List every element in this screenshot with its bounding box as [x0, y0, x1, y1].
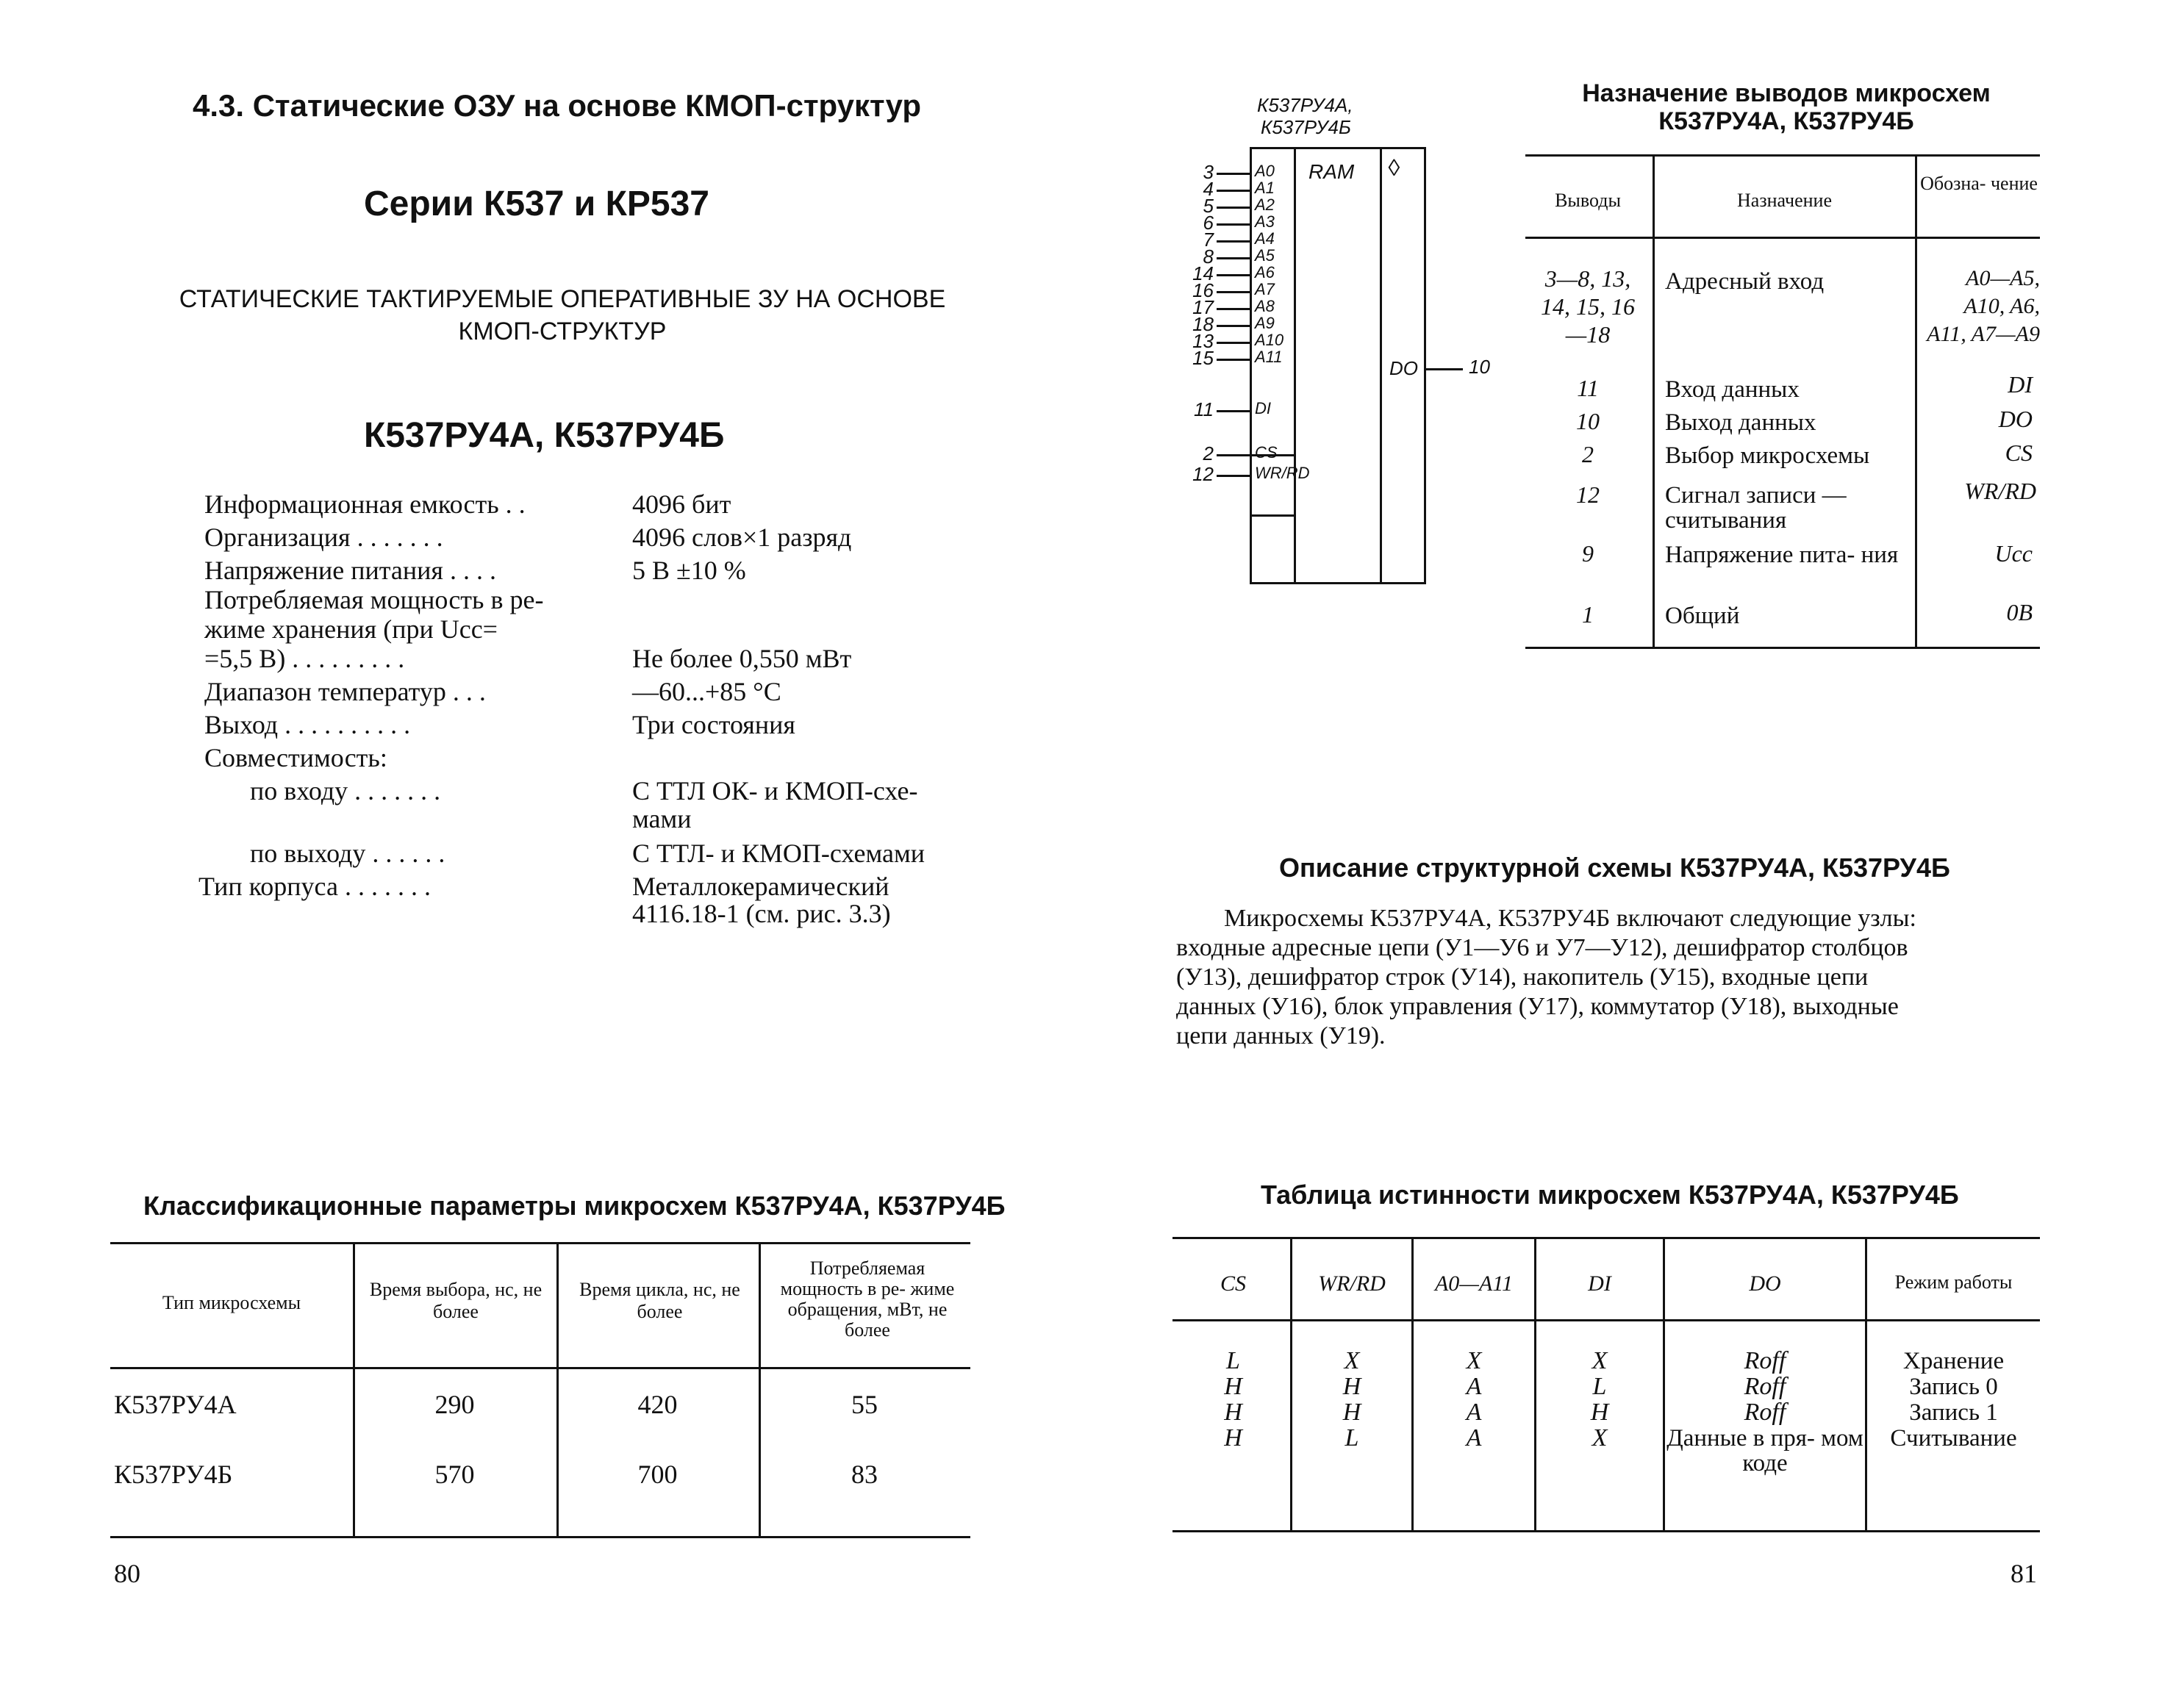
subtitle	[140, 283, 985, 348]
chip-pin-signal: A7	[1255, 280, 1275, 298]
spec-value: С ТТЛ ОК- и КМОП-схе-	[632, 776, 918, 805]
table-cell: К537РУ4А	[114, 1390, 237, 1419]
table-header: CS	[1220, 1271, 1246, 1296]
chip-pin-signal: CS	[1255, 443, 1278, 462]
description-line: Микросхемы К537РУ4А, К537РУ4Б включают следующие узлы:	[1224, 905, 1916, 932]
class-table-title: Классификационные параметры микросхем К537РУ4А, К537РУ4Б	[143, 1191, 1006, 1221]
table-header: A0—A11	[1434, 1271, 1514, 1296]
pin-table-title	[1529, 79, 2044, 135]
description-paragraph	[1176, 904, 2036, 1051]
table-header: Режим работы	[1894, 1271, 2013, 1293]
table-header: DO	[1749, 1271, 1781, 1296]
table-cell: Считывание	[1890, 1425, 2017, 1452]
spec-value: 4116.18-1 (см. рис. 3.3)	[632, 899, 891, 928]
table-header: Назначение	[1737, 190, 1832, 211]
chip-pin-signal: DI	[1255, 399, 1271, 417]
series-title: Серии К537 и КР537	[364, 184, 709, 223]
spec-value: мами	[632, 804, 692, 833]
table-cell: Вход данных	[1665, 376, 1800, 403]
chip-pin-line	[1217, 257, 1250, 259]
chip-pin-signal: A3	[1255, 212, 1275, 231]
table-cell: L	[1226, 1347, 1240, 1374]
chip-pin-signal: A0	[1255, 162, 1275, 180]
spec-label: Информационная емкость . .	[204, 489, 526, 519]
chip-pin-line	[1217, 325, 1250, 327]
spec-value: 4096 бит	[632, 489, 731, 519]
chip-pin-line	[1217, 410, 1250, 412]
table-cell: Напряжение пита- ния	[1665, 542, 1899, 568]
chip-output-signal: DO	[1389, 357, 1418, 379]
spec-label: по выходу . . . . . .	[250, 839, 445, 868]
table-cell: 55	[851, 1390, 878, 1419]
chip-output-pin: 10	[1469, 356, 1490, 378]
chip-pin-signal: A2	[1255, 195, 1275, 214]
chip-pin-line	[1217, 274, 1250, 276]
description-line: входные адресные цепи (У1—У6 и У7—У12), дешифратор столбцов	[1176, 934, 1908, 961]
spec-value: Три состояния	[632, 710, 795, 739]
table-cell: Ucc	[1994, 540, 2033, 567]
table-cell: H	[1590, 1399, 1609, 1426]
chip-pin-number: 5	[1203, 195, 1214, 217]
table-cell: Запись 1	[1909, 1399, 1998, 1426]
chip-pin-line	[1217, 308, 1250, 310]
description-line: цепи данных (У19).	[1176, 1022, 1386, 1049]
chip-pin-number: 3	[1203, 161, 1214, 183]
chip-pin-line	[1217, 240, 1250, 243]
table-cell: X	[1466, 1347, 1482, 1374]
table-cell: CS	[2005, 439, 2033, 466]
chip-title: К537РУ4А, К537РУ4Б	[364, 416, 725, 455]
spec-value: —60...+85 °С	[632, 677, 781, 706]
table-cell: WR/RD	[1964, 478, 2036, 504]
table-header: Обозна- чение	[1920, 173, 2038, 194]
subtitle-line-2: КМОП-СТРУКТУР	[458, 317, 667, 345]
chip-label-line-1: К537РУ4А,	[1257, 94, 1353, 116]
chip-pin-number: 8	[1203, 245, 1214, 268]
chip-pin-line	[1217, 223, 1250, 226]
table-cell: A0—A5, A10, A6, A11, A7—A9	[1927, 266, 2040, 346]
chip-pin-number: 11	[1194, 398, 1214, 420]
table-cell: A	[1466, 1424, 1482, 1452]
chip-pin-line	[1217, 291, 1250, 293]
chip-pin-signal: A8	[1255, 297, 1275, 315]
table-header: Время выбора, нс, не более	[369, 1279, 543, 1322]
table-cell: 9	[1582, 540, 1594, 567]
spec-label: по входу . . . . . . .	[250, 776, 441, 805]
spec-value: Не более 0,550 мВт	[632, 644, 852, 673]
chip-pin-line	[1217, 359, 1250, 361]
chip-pin-line	[1217, 475, 1250, 477]
chip-pin-signal: A5	[1255, 246, 1275, 265]
table-cell: L	[1592, 1373, 1607, 1400]
spec-label: Напряжение питания . . . .	[204, 556, 496, 585]
table-cell: 570	[434, 1460, 475, 1489]
description-line: данных (У16), блок управления (У17), коммутатор (У18), выходные	[1176, 993, 1899, 1020]
truth-table-title: Таблица истинности микросхем К537РУ4А, К537РУ4Б	[1261, 1180, 1959, 1210]
spec-value: 4096 слов×1 разряд	[632, 523, 852, 552]
chip-pin-number: 2	[1203, 442, 1214, 464]
chip-pin-number: 16	[1192, 279, 1214, 301]
table-cell: 83	[851, 1460, 878, 1489]
table-cell: Выбор микросхемы	[1665, 442, 1870, 469]
chip-pin-signal: A6	[1255, 263, 1275, 281]
chip-pin-line	[1217, 342, 1250, 344]
page-number-left: 80	[114, 1559, 140, 1588]
table-cell: A	[1466, 1373, 1482, 1400]
table-cell: L	[1345, 1424, 1359, 1452]
table-cell: Адресный вход	[1665, 268, 1825, 295]
table-cell: 290	[434, 1390, 475, 1419]
table-cell: Общий	[1665, 603, 1740, 629]
description-title: Описание структурной схемы К537РУ4А, К537РУ4Б	[1279, 853, 1950, 883]
chip-pin-signal: A4	[1255, 229, 1275, 248]
table-cell: H	[1224, 1424, 1242, 1452]
spec-label: Организация . . . . . . .	[204, 523, 443, 552]
section-heading: 4.3. Статические ОЗУ на основе КМОП-структур	[193, 88, 922, 123]
table-cell: 11	[1577, 375, 1599, 401]
table-cell: DO	[1998, 406, 2033, 432]
table-cell: H	[1224, 1373, 1242, 1400]
spec-value: 5 В ±10 %	[632, 556, 746, 585]
table-cell: Выход данных	[1665, 409, 1816, 436]
table-header: WR/RD	[1318, 1271, 1386, 1296]
pin-table-title-line-2: К537РУ4А, К537РУ4Б	[1658, 107, 1914, 135]
table-cell: DI	[2008, 371, 2033, 398]
table-cell: 3—8, 13, 14, 15, 16—18	[1541, 265, 1635, 348]
spec-label: Тип корпуса . . . . . . .	[198, 872, 431, 901]
chip-pin-line	[1217, 454, 1250, 456]
chip-pin-signal: A9	[1255, 314, 1275, 332]
chip-pin-number: 13	[1192, 330, 1214, 352]
table-cell: X	[1592, 1424, 1608, 1452]
table-cell: Roff	[1744, 1373, 1786, 1400]
table-header: DI	[1588, 1271, 1611, 1296]
chip-label-line-2: К537РУ4Б	[1261, 116, 1351, 138]
table-cell: 700	[637, 1460, 678, 1489]
table-header: Выводы	[1555, 190, 1621, 211]
chip-block-name: RAM	[1308, 160, 1355, 183]
spec-label: Совместимость:	[204, 743, 387, 772]
table-cell: H	[1342, 1373, 1361, 1400]
chip-pin-number: 14	[1192, 262, 1214, 284]
chip-pin-signal: A1	[1255, 179, 1275, 197]
table-cell: X	[1592, 1347, 1608, 1374]
table-cell: X	[1344, 1347, 1360, 1374]
table-cell: 2	[1582, 441, 1594, 467]
memory-symbol-icon: ◊	[1388, 154, 1400, 181]
spec-label: Выход . . . . . . . . . .	[204, 710, 411, 739]
spec-label: =5,5 В) . . . . . . . . .	[204, 644, 405, 673]
chip-pin-number: 6	[1203, 212, 1214, 234]
chip-pin-signal: A10	[1255, 331, 1284, 349]
table-cell: Roff	[1744, 1347, 1786, 1374]
chip-pin-signal: A11	[1255, 348, 1283, 366]
table-cell: Запись 0	[1909, 1374, 1998, 1400]
spec-value: С ТТЛ- и КМОП-схемами	[632, 839, 925, 868]
chip-pin-number: 12	[1192, 463, 1214, 485]
table-cell: Roff	[1744, 1399, 1786, 1426]
pin-table-title-line-1: Назначение выводов микросхем	[1582, 79, 1991, 107]
table-header: Потребляемая мощность в ре- жиме обращения, мВт, не более	[780, 1257, 955, 1341]
chip-pin-number: 17	[1192, 296, 1214, 318]
chip-pin-line	[1217, 190, 1250, 192]
table-cell: К537РУ4Б	[114, 1460, 233, 1489]
chip-pin-signal: WR/RD	[1255, 464, 1310, 482]
table-cell: 420	[637, 1390, 678, 1419]
chip-pin-number: 7	[1203, 229, 1214, 251]
chip-pin-line	[1217, 207, 1250, 209]
chip-pin-number: 15	[1192, 347, 1214, 369]
chip-pin-number: 4	[1203, 178, 1214, 200]
table-cell: 10	[1576, 408, 1600, 434]
table-cell: H	[1224, 1399, 1242, 1426]
table-cell: Сигнал записи — считывания	[1665, 482, 1847, 534]
table-cell: A	[1466, 1399, 1482, 1426]
spec-label: жиме хранения (при Ucc=	[204, 614, 498, 644]
table-header: Тип микросхемы	[162, 1292, 301, 1313]
table-cell: 12	[1576, 481, 1600, 508]
table-cell: Данные в пря- мом коде	[1666, 1425, 1863, 1476]
table-header: Время цикла, нс, не более	[579, 1279, 740, 1322]
description-line: (У13), дешифратор строк (У14), накопитель (У15), входные цепи	[1176, 964, 1869, 991]
page-number-right: 81	[2011, 1559, 2037, 1588]
table-cell: 1	[1582, 601, 1594, 628]
table-cell: H	[1342, 1399, 1361, 1426]
chip-pin-line	[1217, 173, 1250, 175]
subtitle-line-1: СТАТИЧЕСКИЕ ТАКТИРУЕМЫЕ ОПЕРАТИВНЫЕ ЗУ НА ОСНОВЕ	[179, 285, 946, 313]
spec-label: Диапазон температур . . .	[204, 677, 486, 706]
spec-label: Потребляемая мощность в ре-	[204, 585, 544, 614]
spec-value: Металлокерамический	[632, 872, 889, 901]
table-cell: Хранение	[1902, 1348, 2005, 1374]
chip-pin-number: 18	[1192, 313, 1214, 335]
table-cell: 0В	[2006, 599, 2033, 625]
